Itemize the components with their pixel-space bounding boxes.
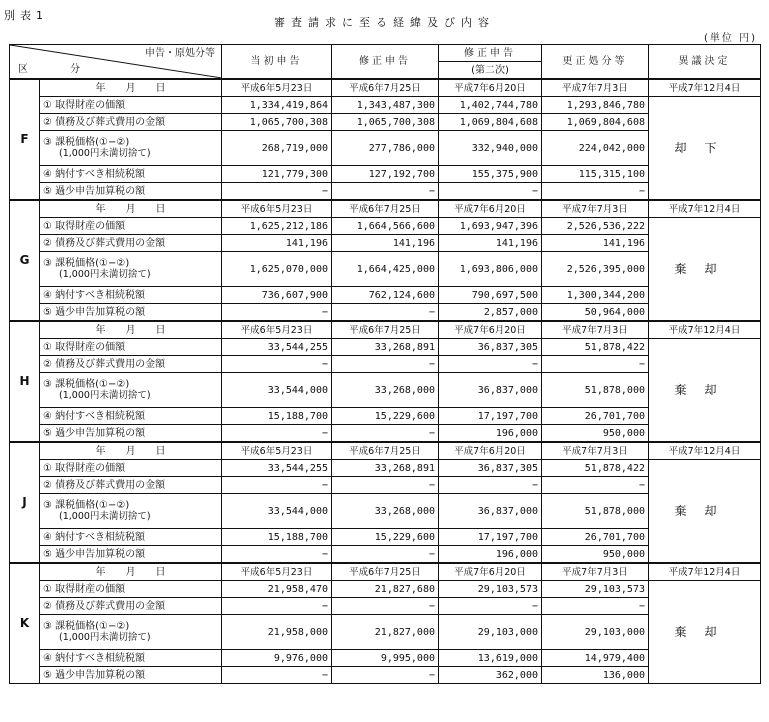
taxable-value-row	[10, 252, 761, 287]
row-label: ① 取得財産の価額	[40, 339, 222, 356]
row-label: ② 債務及び葬式費用の金額	[40, 477, 222, 494]
amount-cell: −	[332, 477, 439, 494]
decision-date-cell: 平成7年12月4日	[649, 442, 761, 460]
amount-cell: 127,192,700	[332, 166, 439, 183]
row-label	[40, 373, 222, 408]
tax-payable-row	[10, 529, 761, 546]
row-label: ② 債務及び葬式費用の金額	[40, 598, 222, 615]
amount-cell: 1,693,806,000	[439, 252, 542, 287]
amount-cell: 33,544,000	[222, 373, 332, 408]
amount-cell: 50,964,000	[542, 304, 649, 322]
amount-cell: −	[222, 546, 332, 564]
row-label-main: ③ 課税価格(①−②)	[43, 379, 130, 390]
row-label	[40, 615, 222, 650]
amount-cell: 2,526,536,222	[542, 218, 649, 235]
amount-cell: −	[332, 667, 439, 684]
amount-cell: −	[332, 183, 439, 201]
debts-funeral-row	[10, 114, 761, 131]
amount-cell: 2,857,000	[439, 304, 542, 322]
date-cell: 平成6年7月25日	[332, 200, 439, 218]
penalty-tax-row	[10, 425, 761, 443]
amount-cell: 33,268,891	[332, 339, 439, 356]
decision-date-cell: 平成7年12月4日	[649, 79, 761, 97]
row-label-sub: (1,000円未満切捨て)	[59, 511, 151, 522]
amount-cell: 121,779,300	[222, 166, 332, 183]
amount-cell: 26,701,700	[542, 529, 649, 546]
amount-cell: −	[222, 425, 332, 443]
row-label-main: ③ 課税価格(①−②)	[43, 500, 130, 511]
row-label: ⑤ 過少申告加算税の額	[40, 425, 222, 443]
tax-payable-row	[10, 408, 761, 425]
taxable-value-row	[10, 373, 761, 408]
amount-cell: 9,976,000	[222, 650, 332, 667]
amount-cell: 51,878,000	[542, 373, 649, 408]
history-table	[9, 44, 761, 684]
amount-cell: 2,526,395,000	[542, 252, 649, 287]
amount-cell: 33,268,000	[332, 373, 439, 408]
section-label: F	[10, 79, 40, 200]
amount-cell: 33,268,891	[332, 460, 439, 477]
amount-cell: 21,827,680	[332, 581, 439, 598]
row-label: 年 月 日	[40, 200, 222, 218]
date-cell: 平成7年7月3日	[542, 563, 649, 581]
amount-cell: 21,958,000	[222, 615, 332, 650]
date-row	[10, 563, 761, 581]
amount-cell: 1,664,425,000	[332, 252, 439, 287]
date-cell: 平成7年7月3日	[542, 442, 649, 460]
amount-cell: −	[222, 356, 332, 373]
amount-cell: 36,837,000	[439, 373, 542, 408]
date-cell: 平成7年7月3日	[542, 79, 649, 97]
amount-cell: 33,544,255	[222, 460, 332, 477]
decision-date-cell: 平成7年12月4日	[649, 563, 761, 581]
row-label: 年 月 日	[40, 321, 222, 339]
amount-cell: −	[222, 477, 332, 494]
date-cell: 平成6年7月25日	[332, 79, 439, 97]
amount-cell: −	[332, 304, 439, 322]
amount-cell: 196,000	[439, 546, 542, 564]
amount-cell: 14,979,400	[542, 650, 649, 667]
penalty-tax-row	[10, 183, 761, 201]
tax-payable-row	[10, 650, 761, 667]
row-label: ④ 納付すべき相続税額	[40, 166, 222, 183]
corner-top-label: 申告・原処分等	[145, 48, 215, 59]
amount-cell: −	[332, 598, 439, 615]
row-label: ⑤ 過少申告加算税の額	[40, 304, 222, 322]
amount-cell: 141,196	[332, 235, 439, 252]
row-label: ⑤ 過少申告加算税の額	[40, 546, 222, 564]
amount-cell: −	[542, 183, 649, 201]
row-label-main: ③ 課税価格(①−②)	[43, 258, 130, 269]
amount-cell: 15,188,700	[222, 529, 332, 546]
amount-cell: 1,402,744,780	[439, 97, 542, 114]
penalty-tax-row	[10, 304, 761, 322]
row-label: ① 取得財産の価額	[40, 460, 222, 477]
amount-cell: 268,719,000	[222, 131, 332, 166]
row-label: ② 債務及び葬式費用の金額	[40, 356, 222, 373]
decision-cell: 棄却	[649, 581, 761, 684]
amount-cell: −	[439, 356, 542, 373]
amount-cell: 9,995,000	[332, 650, 439, 667]
amount-cell: 26,701,700	[542, 408, 649, 425]
amount-cell: 36,837,000	[439, 494, 542, 529]
row-label: ② 債務及び葬式費用の金額	[40, 235, 222, 252]
tax-payable-row	[10, 166, 761, 183]
col-header-amended2: 修正申告	[439, 45, 542, 62]
row-label: ① 取得財産の価額	[40, 97, 222, 114]
row-label: ④ 納付すべき相続税額	[40, 408, 222, 425]
row-label	[40, 131, 222, 166]
row-label: ⑤ 過少申告加算税の額	[40, 667, 222, 684]
amount-cell: −	[222, 598, 332, 615]
amount-cell: 790,697,500	[439, 287, 542, 304]
amount-cell: −	[542, 598, 649, 615]
amount-cell: 29,103,573	[542, 581, 649, 598]
acquired-assets-row	[10, 339, 761, 356]
header-row	[10, 45, 761, 62]
amount-cell: 21,958,470	[222, 581, 332, 598]
row-label-sub: (1,000円未満切捨て)	[59, 269, 151, 280]
amount-cell: 115,315,100	[542, 166, 649, 183]
amount-cell: 1,334,419,864	[222, 97, 332, 114]
date-cell: 平成7年6月20日	[439, 79, 542, 97]
date-cell: 平成7年7月3日	[542, 321, 649, 339]
debts-funeral-row	[10, 477, 761, 494]
amount-cell: 141,196	[222, 235, 332, 252]
date-cell: 平成6年7月25日	[332, 321, 439, 339]
amount-cell: 196,000	[439, 425, 542, 443]
date-cell: 平成6年5月23日	[222, 321, 332, 339]
amount-cell: 1,065,700,308	[332, 114, 439, 131]
amount-cell: 33,544,000	[222, 494, 332, 529]
amount-cell: 762,124,600	[332, 287, 439, 304]
penalty-tax-row	[10, 546, 761, 564]
date-row	[10, 442, 761, 460]
date-cell: 平成6年5月23日	[222, 563, 332, 581]
amount-cell: 29,103,573	[439, 581, 542, 598]
decision-cell: 棄却	[649, 218, 761, 322]
amount-cell: −	[439, 477, 542, 494]
corner-bottom-label: 区 分	[18, 64, 96, 75]
date-cell: 平成7年6月20日	[439, 321, 542, 339]
page-title: 審査請求に至る経緯及び内容	[274, 16, 495, 29]
amount-cell: 51,878,000	[542, 494, 649, 529]
amount-cell: −	[222, 183, 332, 201]
decision-cell: 棄却	[649, 460, 761, 564]
row-label: ① 取得財産の価額	[40, 581, 222, 598]
amount-cell: 29,103,000	[439, 615, 542, 650]
row-label-sub: (1,000円未満切捨て)	[59, 390, 151, 401]
table-body	[10, 45, 761, 684]
debts-funeral-row	[10, 235, 761, 252]
date-cell: 平成6年7月25日	[332, 442, 439, 460]
col-header-objection: 異議決定	[649, 45, 761, 80]
row-label: 年 月 日	[40, 563, 222, 581]
acquired-assets-row	[10, 97, 761, 114]
amount-cell: −	[439, 598, 542, 615]
amount-cell: −	[439, 183, 542, 201]
amount-cell: 1,069,804,608	[439, 114, 542, 131]
amount-cell: 136,000	[542, 667, 649, 684]
unit-label: (単位 円)	[704, 33, 757, 44]
row-label	[40, 494, 222, 529]
amount-cell: 141,196	[439, 235, 542, 252]
amount-cell: 33,544,255	[222, 339, 332, 356]
amount-cell: 736,607,900	[222, 287, 332, 304]
row-label-main: ③ 課税価格(①−②)	[43, 621, 130, 632]
acquired-assets-row	[10, 581, 761, 598]
section-label: K	[10, 563, 40, 684]
date-cell: 平成7年6月20日	[439, 563, 542, 581]
amount-cell: −	[332, 425, 439, 443]
amount-cell: 1,069,804,608	[542, 114, 649, 131]
corner-cell	[10, 45, 222, 80]
row-label: ④ 納付すべき相続税額	[40, 287, 222, 304]
amount-cell: −	[542, 477, 649, 494]
section-label: H	[10, 321, 40, 442]
amount-cell: 51,878,422	[542, 339, 649, 356]
acquired-assets-row	[10, 460, 761, 477]
amount-cell: 950,000	[542, 425, 649, 443]
amount-cell: 36,837,305	[439, 460, 542, 477]
acquired-assets-row	[10, 218, 761, 235]
row-label	[40, 252, 222, 287]
amount-cell: −	[332, 546, 439, 564]
row-label: ② 債務及び葬式費用の金額	[40, 114, 222, 131]
row-label: 年 月 日	[40, 79, 222, 97]
row-label: ④ 納付すべき相続税額	[40, 529, 222, 546]
decision-cell: 棄却	[649, 339, 761, 443]
date-cell: 平成7年7月3日	[542, 200, 649, 218]
amount-cell: 15,188,700	[222, 408, 332, 425]
amount-cell: 13,619,000	[439, 650, 542, 667]
amount-cell: 1,625,070,000	[222, 252, 332, 287]
amount-cell: 1,065,700,308	[222, 114, 332, 131]
row-label-main: ③ 課税価格(①−②)	[43, 137, 130, 148]
amount-cell: 155,375,900	[439, 166, 542, 183]
date-cell: 平成6年5月23日	[222, 442, 332, 460]
decision-date-cell: 平成7年12月4日	[649, 200, 761, 218]
tax-payable-row	[10, 287, 761, 304]
taxable-value-row	[10, 131, 761, 166]
amount-cell: 1,293,846,780	[542, 97, 649, 114]
taxable-value-row	[10, 494, 761, 529]
amount-cell: 17,197,700	[439, 529, 542, 546]
amount-cell: −	[222, 304, 332, 322]
amount-cell: 1,664,566,600	[332, 218, 439, 235]
row-label: 年 月 日	[40, 442, 222, 460]
date-cell: 平成6年5月23日	[222, 79, 332, 97]
row-label-sub: (1,000円未満切捨て)	[59, 148, 151, 159]
date-cell: 平成7年6月20日	[439, 200, 542, 218]
amount-cell: 224,042,000	[542, 131, 649, 166]
penalty-tax-row	[10, 667, 761, 684]
date-row	[10, 321, 761, 339]
amount-cell: 15,229,600	[332, 408, 439, 425]
date-row	[10, 200, 761, 218]
date-cell: 平成7年6月20日	[439, 442, 542, 460]
col-header-initial: 当初申告	[222, 45, 332, 80]
col-header-correction: 更正処分等	[542, 45, 649, 80]
amount-cell: 141,196	[542, 235, 649, 252]
amount-cell: 950,000	[542, 546, 649, 564]
amount-cell: 36,837,305	[439, 339, 542, 356]
row-label: ⑤ 過少申告加算税の額	[40, 183, 222, 201]
amount-cell: −	[332, 356, 439, 373]
decision-date-cell: 平成7年12月4日	[649, 321, 761, 339]
section-label: G	[10, 200, 40, 321]
table-number: 別表1	[4, 9, 48, 22]
amount-cell: 1,300,344,200	[542, 287, 649, 304]
amount-cell: 15,229,600	[332, 529, 439, 546]
amount-cell: 362,000	[439, 667, 542, 684]
amount-cell: 21,827,000	[332, 615, 439, 650]
debts-funeral-row	[10, 598, 761, 615]
date-cell: 平成6年5月23日	[222, 200, 332, 218]
amount-cell: 277,786,000	[332, 131, 439, 166]
amount-cell: −	[542, 356, 649, 373]
row-label: ④ 納付すべき相続税額	[40, 650, 222, 667]
decision-cell: 却下	[649, 97, 761, 201]
col-header-amended: 修正申告	[332, 45, 439, 80]
date-cell: 平成6年7月25日	[332, 563, 439, 581]
date-row	[10, 79, 761, 97]
amount-cell: 51,878,422	[542, 460, 649, 477]
taxable-value-row	[10, 615, 761, 650]
amount-cell: 29,103,000	[542, 615, 649, 650]
debts-funeral-row	[10, 356, 761, 373]
amount-cell: −	[222, 667, 332, 684]
amount-cell: 33,268,000	[332, 494, 439, 529]
amount-cell: 1,343,487,300	[332, 97, 439, 114]
row-label-sub: (1,000円未満切捨て)	[59, 632, 151, 643]
amount-cell: 17,197,700	[439, 408, 542, 425]
section-label: J	[10, 442, 40, 563]
amount-cell: 1,625,212,186	[222, 218, 332, 235]
col-header-amended2-sub: (第二次)	[439, 62, 542, 80]
row-label: ① 取得財産の価額	[40, 218, 222, 235]
amount-cell: 1,693,947,396	[439, 218, 542, 235]
amount-cell: 332,940,000	[439, 131, 542, 166]
